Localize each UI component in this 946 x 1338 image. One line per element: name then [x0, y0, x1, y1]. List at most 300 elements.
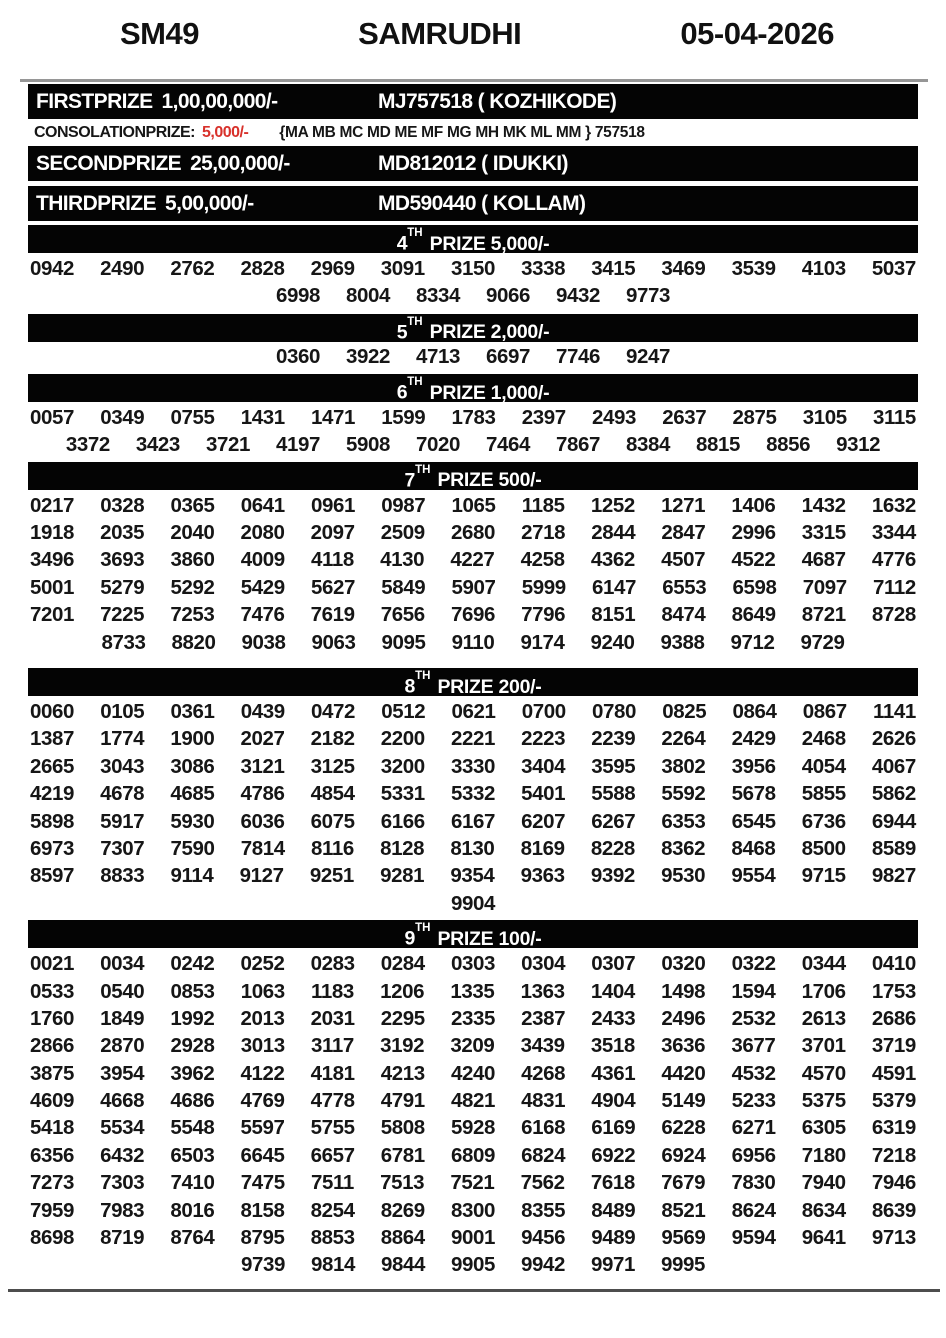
prize-number: 1432	[801, 493, 846, 517]
prize-number-row	[30, 890, 916, 917]
prize-number: 6166	[380, 809, 425, 833]
prize-number: 6271	[731, 1116, 776, 1140]
second-prize-label-group	[36, 152, 378, 176]
section-title: PRIZE 500/-	[437, 469, 542, 492]
prize-number: 0034	[100, 952, 145, 976]
prize-number: 8721	[801, 603, 846, 627]
prize-number: 4769	[240, 1089, 285, 1113]
prize-number: 1918	[30, 521, 75, 545]
prize-number: 7946	[871, 1171, 916, 1195]
prize-number: 6207	[521, 809, 566, 833]
prize-number: 8597	[30, 864, 75, 888]
prize-number: 4854	[310, 782, 355, 806]
prize-number-row	[30, 808, 916, 835]
prize-number: 0540	[100, 979, 145, 1003]
prize-number: 4668	[100, 1089, 145, 1113]
prize-number-row	[30, 1005, 916, 1032]
prize-number: 9240	[590, 630, 635, 654]
prize-number: 9127	[239, 864, 284, 888]
section-ordinal: 9	[404, 927, 416, 950]
prize-number: 2762	[170, 256, 215, 280]
prize-number: 4361	[591, 1061, 636, 1085]
prize-number: 3150	[450, 256, 495, 280]
prize-number: 7521	[450, 1171, 495, 1195]
prize-number: 5548	[170, 1116, 215, 1140]
prize-number: 9110	[451, 630, 495, 654]
prize-number: 0641	[240, 493, 285, 517]
prize-number: 5597	[240, 1116, 285, 1140]
prize-number: 6998	[275, 284, 320, 308]
prize-number: 4213	[380, 1061, 425, 1085]
prize-number: 5928	[450, 1116, 495, 1140]
prize-number: 1206	[380, 979, 425, 1003]
prize-number: 0105	[100, 699, 145, 723]
prize-section-header-6th	[28, 374, 918, 402]
prize-number: 6356	[30, 1143, 75, 1167]
prize-number: 2665	[30, 754, 75, 778]
prize-number: 2493	[592, 405, 637, 429]
ordinal-suffix: TH	[407, 227, 423, 239]
prize-number: 4258	[520, 548, 565, 572]
prize-number: 5908	[345, 433, 390, 457]
prize-section-header-7th	[28, 462, 918, 490]
first-prize-bar	[28, 84, 918, 119]
prize-number: 9432	[556, 284, 601, 308]
prize-number: 8639	[871, 1198, 916, 1222]
section-ordinal: 5	[396, 321, 408, 344]
prize-number-row	[30, 404, 916, 431]
prize-number: 5429	[240, 575, 285, 599]
prize-number: 0700	[521, 699, 566, 723]
prize-number: 7867	[556, 433, 601, 457]
prize-number: 9715	[801, 864, 846, 888]
prize-number: 3315	[801, 521, 846, 545]
prize-number: 0512	[381, 699, 426, 723]
prize-number: 6169	[591, 1116, 636, 1140]
prize-number: 4507	[661, 548, 706, 572]
ordinal-suffix: TH	[415, 670, 431, 683]
prize-number: 8151	[591, 603, 636, 627]
prize-number: 9063	[311, 630, 356, 654]
prize-number: 0987	[381, 493, 426, 517]
prize-number: 2397	[521, 405, 566, 429]
prize-number: 3956	[731, 754, 776, 778]
prize-number: 8116	[311, 836, 354, 860]
prize-number: 6697	[486, 345, 531, 369]
third-prize-label-group	[36, 192, 378, 216]
prize-number: 7020	[415, 433, 460, 457]
prize-number: 7679	[661, 1171, 706, 1195]
prize-number: 8169	[520, 836, 565, 860]
prize-number: 2239	[591, 727, 636, 751]
prize-number-row	[30, 753, 916, 780]
section-title: PRIZE 1,000/-	[429, 381, 550, 404]
prize-number: 4570	[801, 1061, 846, 1085]
prize-number: 9530	[661, 864, 706, 888]
prize-number: 2040	[170, 521, 215, 545]
prize-number: 3200	[380, 754, 425, 778]
prize-number: 7746	[556, 345, 601, 369]
prize-number: 5001	[30, 575, 75, 599]
prize-number: 5999	[521, 575, 566, 599]
prize-number: 4240	[450, 1061, 495, 1085]
prize-number: 4678	[100, 782, 145, 806]
prize-number-row	[30, 1033, 916, 1060]
prize-number: 7201	[30, 603, 75, 627]
prize-number: 6553	[662, 575, 707, 599]
prize-number: 3091	[380, 256, 425, 280]
prize-number: 1706	[801, 979, 846, 1003]
prize-number: 3439	[520, 1034, 565, 1058]
first-prize-label-group	[36, 90, 378, 114]
consolation-amount: 5,000/-	[201, 123, 249, 141]
prize-number: 3539	[731, 256, 776, 280]
prize-number: 5898	[30, 809, 75, 833]
prize-number: 4522	[731, 548, 776, 572]
prize-number: 3423	[135, 433, 180, 457]
prize-number: 5678	[731, 782, 776, 806]
prize-number: 2027	[240, 727, 285, 751]
prize-number: 2866	[30, 1034, 75, 1058]
prize-number: 2080	[240, 521, 285, 545]
prize-number: 7959	[30, 1198, 75, 1222]
prize-number-row	[30, 255, 916, 282]
prize-number: 3496	[30, 548, 75, 572]
prize-number: 9114	[170, 864, 214, 888]
prize-number: 2686	[871, 1006, 916, 1030]
prize-number: 0621	[451, 699, 496, 723]
prize-number: 6598	[732, 575, 777, 599]
prize-number: 8228	[590, 836, 635, 860]
prize-number: 6432	[100, 1143, 145, 1167]
prize-number: 3105	[802, 405, 847, 429]
prize-number: 8856	[766, 433, 811, 457]
prize-number: 3086	[170, 754, 215, 778]
prize-number: 0328	[100, 493, 145, 517]
prize-number: 8820	[171, 630, 216, 654]
prize-number: 8733	[101, 630, 146, 654]
prize-number: 8362	[661, 836, 706, 860]
prize-number: 3330	[450, 754, 495, 778]
prize-number-row	[30, 574, 916, 601]
prize-number: 7112	[873, 575, 916, 599]
prize-number: 8468	[731, 836, 776, 860]
prize-number: 2387	[521, 1006, 566, 1030]
prize-number: 4420	[661, 1061, 706, 1085]
ordinal-suffix: TH	[407, 376, 423, 389]
prize-number: 3860	[170, 548, 215, 572]
prize-number: 8016	[170, 1198, 215, 1222]
prize-number: 0349	[100, 405, 145, 429]
prize-number: 3115	[873, 405, 916, 429]
prize-number: 8474	[661, 603, 706, 627]
draw-date: 05-04-2026	[680, 16, 834, 51]
prize-number-row	[30, 950, 916, 977]
prize-number: 5379	[871, 1089, 916, 1113]
prize-number: 4713	[415, 345, 460, 369]
first-prize-amount: 1,00,00,000/-	[161, 89, 278, 113]
prize-number: 6305	[801, 1116, 846, 1140]
prize-number: 1760	[30, 1006, 75, 1030]
prize-number: 6147	[592, 575, 637, 599]
prize-number: 5588	[591, 782, 636, 806]
prize-number: 4181	[310, 1061, 355, 1085]
prize-number: 8815	[696, 433, 741, 457]
prize-number: 7619	[310, 603, 355, 627]
prize-number: 4904	[591, 1089, 636, 1113]
prize-number: 6075	[310, 809, 355, 833]
prize-number: 3677	[731, 1034, 776, 1058]
prize-number: 6657	[310, 1143, 355, 1167]
bottom-divider	[8, 1289, 940, 1292]
prize-number: 6781	[380, 1143, 425, 1167]
first-prize-winner: MJ757518 ( KOZHIKODE)	[378, 89, 617, 113]
prize-number: 1404	[590, 979, 635, 1003]
ordinal-suffix: TH	[407, 315, 423, 328]
prize-section-header-9th	[28, 920, 918, 948]
prize-number: 7303	[100, 1171, 145, 1195]
prize-number: 4227	[450, 548, 495, 572]
prize-number: 9971	[591, 1253, 636, 1277]
prize-number: 8521	[661, 1198, 706, 1222]
prize-number: 8698	[30, 1226, 75, 1250]
prize-number: 2613	[801, 1006, 846, 1030]
prize-number: 2182	[310, 727, 355, 751]
prize-number: 2637	[662, 405, 707, 429]
section-ordinal: 8	[404, 675, 416, 698]
prize-number: 5375	[801, 1089, 846, 1113]
prize-number-row	[30, 629, 916, 656]
prize-number-row	[30, 547, 916, 574]
prize-number-row	[30, 863, 916, 890]
prize-number: 0304	[521, 952, 566, 976]
prize-number: 1753	[871, 979, 916, 1003]
second-prize-bar	[28, 146, 918, 181]
prize-number: 0217	[30, 493, 75, 517]
section-title: PRIZE 2,000/-	[429, 321, 550, 344]
prize-number: 2031	[310, 1006, 355, 1030]
ordinal-suffix: TH	[415, 463, 431, 476]
section-title: PRIZE 200/-	[437, 675, 542, 698]
prize-number-row	[30, 1170, 916, 1197]
prize-number: 8589	[871, 836, 916, 860]
prize-number: 0057	[30, 405, 75, 429]
prize-number-row	[30, 698, 916, 725]
prize-number-row	[30, 780, 916, 807]
prize-number: 1992	[170, 1006, 215, 1030]
prize-number: 2468	[801, 727, 846, 751]
prize-number: 3415	[591, 256, 636, 280]
prize-number: 4009	[240, 548, 285, 572]
prize-number: 4778	[310, 1089, 355, 1113]
prize-number: 2870	[100, 1034, 145, 1058]
prize-number: 1252	[590, 493, 635, 517]
prize-number: 2844	[591, 521, 636, 545]
prize-number: 0825	[662, 699, 707, 723]
prize-number: 7253	[170, 603, 215, 627]
prize-number: 8158	[240, 1198, 285, 1222]
prize-number: 0360	[275, 345, 320, 369]
prize-number: 0320	[661, 952, 706, 976]
second-prize-winner: MD812012 ( IDUKKI)	[378, 151, 568, 175]
prize-number: 4197	[275, 433, 320, 457]
prize-number: 8500	[801, 836, 846, 860]
prize-number: 7476	[240, 603, 285, 627]
prize-number: 7218	[871, 1143, 916, 1167]
prize-number-row	[30, 726, 916, 753]
prize-number: 7180	[801, 1143, 846, 1167]
prize-number: 6319	[871, 1116, 916, 1140]
prize-number: 5627	[311, 575, 356, 599]
prize-number: 1363	[520, 979, 565, 1003]
prize-number: 1271	[661, 493, 706, 517]
prize-number: 6956	[731, 1143, 776, 1167]
prize-number: 7410	[170, 1171, 215, 1195]
prize-number: 3922	[345, 345, 390, 369]
prize-number: 1632	[871, 493, 916, 517]
prize-number: 9712	[730, 630, 775, 654]
prize-number: 9844	[380, 1253, 425, 1277]
prize-number: 1335	[450, 979, 495, 1003]
prize-number: 7696	[450, 603, 495, 627]
prize-number: 9814	[310, 1253, 355, 1277]
prize-number: 6503	[170, 1143, 215, 1167]
prize-number: 6924	[661, 1143, 706, 1167]
prize-number: 1599	[381, 405, 426, 429]
prize-number: 9594	[731, 1226, 776, 1250]
prize-number: 1431	[240, 405, 285, 429]
prize-number: 7273	[30, 1171, 75, 1195]
prize-number: 4831	[521, 1089, 566, 1113]
prize-number: 7513	[380, 1171, 425, 1195]
prize-number: 2429	[731, 727, 776, 751]
prize-number: 4686	[170, 1089, 215, 1113]
prize-number: 4776	[871, 548, 916, 572]
prize-number: 2200	[380, 727, 425, 751]
prize-number: 4687	[801, 548, 846, 572]
prize-number: 9038	[241, 630, 286, 654]
prize-number: 5233	[731, 1089, 776, 1113]
prize-number: 0961	[311, 493, 356, 517]
prize-number: 4821	[450, 1089, 495, 1113]
prize-number: 4791	[380, 1089, 425, 1113]
prize-number: 0755	[170, 405, 215, 429]
prize-number: 1471	[311, 405, 356, 429]
prize-number: 7225	[100, 603, 145, 627]
third-prize-amount: 5,00,000/-	[165, 191, 254, 215]
prize-number: 5917	[100, 809, 145, 833]
prize-number: 6944	[871, 809, 916, 833]
prize-number: 8355	[521, 1198, 566, 1222]
prize-number: 3636	[661, 1034, 706, 1058]
prize-number: 8624	[731, 1198, 776, 1222]
prize-number: 2828	[240, 256, 285, 280]
prize-number: 4067	[871, 754, 916, 778]
prize-number: 8728	[871, 603, 916, 627]
prize-number: 9392	[590, 864, 635, 888]
prize-number: 7940	[801, 1171, 846, 1195]
prize-number: 5534	[100, 1116, 145, 1140]
prize-number: 1900	[170, 727, 215, 751]
prize-number: 1774	[100, 727, 145, 751]
prize-number: 4118	[311, 548, 354, 572]
prize-number: 3962	[170, 1061, 215, 1085]
prize-number: 6545	[731, 809, 776, 833]
draw-code: SM49	[120, 16, 199, 51]
prize-number: 2928	[170, 1034, 215, 1058]
prize-number: 5331	[380, 782, 425, 806]
prize-number: 2295	[380, 1006, 425, 1030]
prize-number: 3693	[100, 548, 145, 572]
prize-number: 4685	[170, 782, 215, 806]
prize-number-row	[30, 492, 916, 519]
prize-number: 5279	[100, 575, 145, 599]
prize-number: 3117	[311, 1034, 354, 1058]
prize-number: 5149	[661, 1089, 706, 1113]
prize-number: 8300	[450, 1198, 495, 1222]
prize-number-row	[30, 1197, 916, 1224]
prize-number: 9489	[591, 1226, 636, 1250]
prize-number: 9066	[486, 284, 531, 308]
prize-number: 3372	[65, 433, 110, 457]
prize-number: 6036	[240, 809, 285, 833]
prize-number: 4103	[801, 256, 846, 280]
prize-number: 4786	[240, 782, 285, 806]
prize-number: 0242	[170, 952, 215, 976]
prize-number: 2490	[100, 256, 145, 280]
prize-number-row	[30, 978, 916, 1005]
prize-number: 0303	[450, 952, 495, 976]
prize-number: 4268	[521, 1061, 566, 1085]
second-prize-amount: 25,00,000/-	[190, 151, 290, 175]
section-ordinal: 6	[396, 381, 408, 404]
prize-number: 0284	[380, 952, 425, 976]
prize-number: 0439	[240, 699, 285, 723]
prize-number: 9995	[661, 1253, 706, 1277]
prize-number: 9904	[450, 891, 495, 915]
prize-section-header-8th	[28, 668, 918, 696]
first-prize-label: FIRSTPRIZE	[36, 89, 153, 113]
prize-number: 6824	[521, 1143, 566, 1167]
prize-number: 7464	[486, 433, 531, 457]
prize-number: 3043	[100, 754, 145, 778]
prize-number: 2532	[731, 1006, 776, 1030]
prize-number: 3121	[240, 754, 285, 778]
prize-number: 9773	[626, 284, 671, 308]
prize-number: 3125	[310, 754, 355, 778]
prize-number: 7814	[240, 836, 285, 860]
prize-number: 3192	[380, 1034, 425, 1058]
prize-number: 1387	[30, 727, 75, 751]
prize-number: 2223	[521, 727, 566, 751]
top-divider	[20, 79, 928, 82]
prize-number: 9095	[381, 630, 426, 654]
second-prize-label: SECONDPRIZE	[36, 151, 182, 175]
prize-number: 2335	[450, 1006, 495, 1030]
prize-number: 3701	[801, 1034, 846, 1058]
prize-number: 2433	[591, 1006, 636, 1030]
prize-number: 8130	[450, 836, 495, 860]
prize-number: 7097	[802, 575, 847, 599]
prize-number: 3875	[30, 1061, 75, 1085]
prize-number: 8334	[415, 284, 460, 308]
prize-number: 5907	[451, 575, 496, 599]
prize-number: 3344	[871, 521, 916, 545]
prize-number: 0060	[30, 699, 75, 723]
prize-number: 6922	[591, 1143, 636, 1167]
prize-number: 8384	[626, 433, 671, 457]
section-ordinal: 7	[404, 469, 416, 492]
